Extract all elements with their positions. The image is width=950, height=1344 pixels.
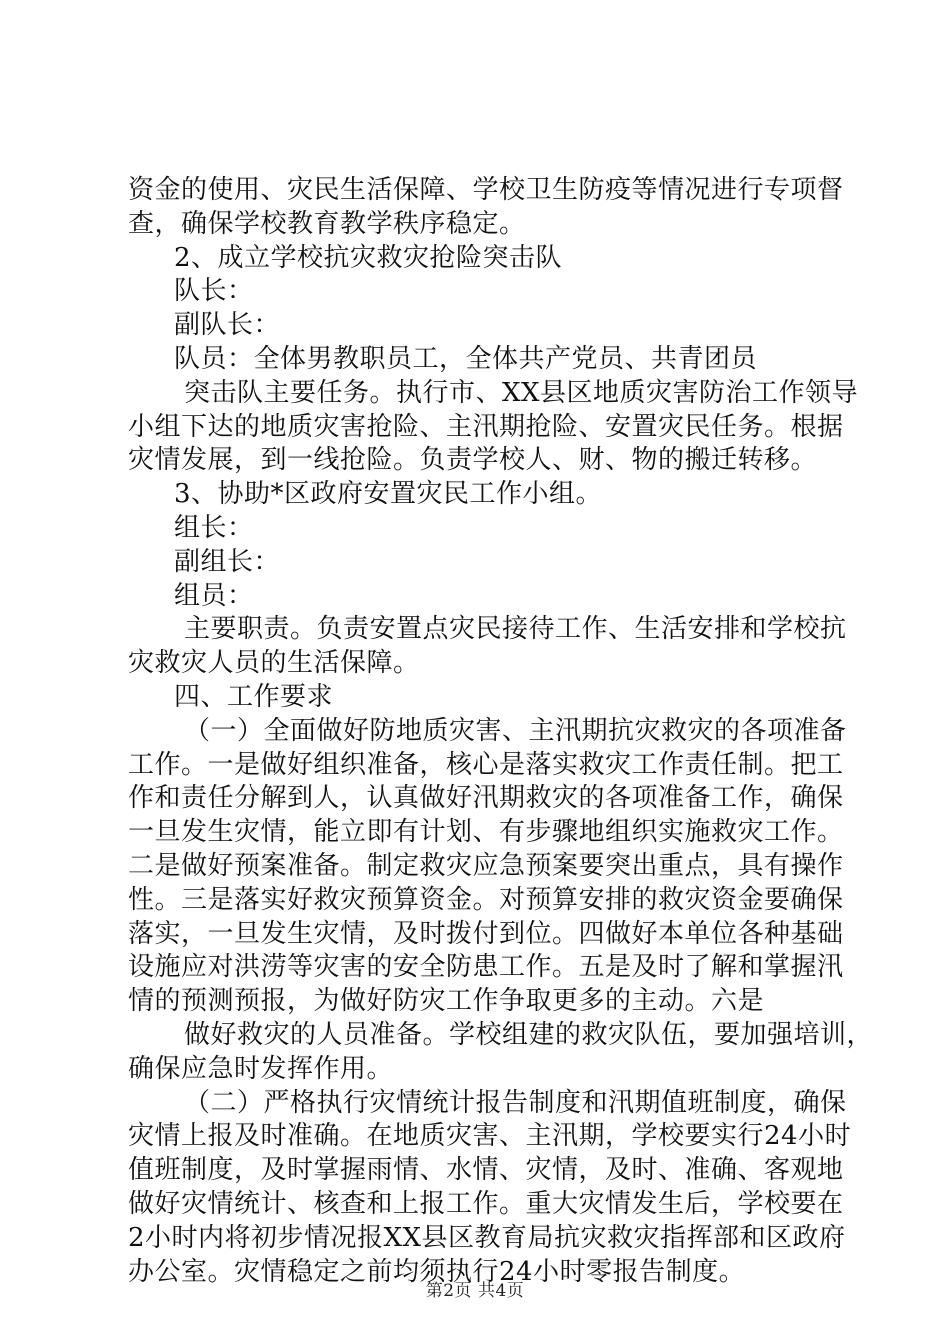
text-line: 组长： — [174, 512, 254, 543]
text-line: 做好救灾的人员准备。学校组建的救灾队伍，要加强培训， — [184, 1019, 874, 1050]
text-line: 确保应急时发挥作用。 — [128, 1053, 394, 1084]
text-line: 突击队主要任务。执行市、XX县区地质灾害防治工作领导 — [184, 377, 859, 408]
text-line: 灾情发展，到一线抢险。负责学校人、财、物的搬迁转移。 — [128, 445, 818, 476]
text-line: 灾救灾人员的生活保障。 — [128, 648, 420, 679]
section-heading: 3、协助*区政府安置灾民工作小组。 — [174, 479, 603, 510]
text-line: 值班制度，及时掌握雨情、水情、灾情，及时、准确、客观地 — [128, 1155, 844, 1186]
document-body — [128, 174, 874, 1289]
text-line: 2小时内将初步情况报XX县区教育局抗灾救灾指挥部和区政府 — [128, 1222, 846, 1253]
text-line: 落实，一旦发生灾情，及时拨付到位。四做好本单位各种基础 — [128, 918, 844, 949]
text-line: 副组长： — [174, 546, 281, 577]
text-line: 办公室。灾情稳定之前均须执行24小时零报告制度。 — [128, 1256, 746, 1287]
text-line: 一旦发生灾情，能立即有计划、有步骤地组织实施救灾工作。 — [128, 817, 844, 848]
text-line: 灾情上报及时准确。在地质灾害、主汛期，学校要实行24小时 — [128, 1121, 852, 1152]
page-number-footer: 第2页 共4页 — [425, 1281, 525, 1301]
text-line: 查，确保学校教育教学秩序稳定。 — [128, 208, 526, 239]
text-line: （二）严格执行灾情统计报告制度和汛期值班制度，确保 — [184, 1087, 847, 1118]
text-line: 组员： — [174, 580, 254, 611]
text-line: （一）全面做好防地质灾害、主汛期抗灾救灾的各项准备 — [184, 715, 847, 746]
text-line: 设施应对洪涝等灾害的安全防患工作。五是及时了解和掌握汛 — [128, 952, 844, 983]
text-line: 小组下达的地质灾害抢险、主汛期抢险、安置灾民任务。根据 — [128, 411, 844, 442]
text-line: 队长： — [174, 276, 254, 307]
text-line: 性。三是落实好救灾预算资金。对预算安排的救灾资金要确保 — [128, 884, 844, 915]
text-line: 主要职责。负责安置点灾民接待工作、生活安排和学校抗 — [184, 614, 847, 645]
text-line: 二是做好预案准备。制定救灾应急预案要突出重点，具有操作 — [128, 850, 844, 881]
section-heading: 四、工作要求 — [174, 681, 334, 712]
text-line: 做好灾情统计、核查和上报工作。重大灾情发生后，学校要在 — [128, 1188, 844, 1219]
section-heading: 2、成立学校抗灾救灾抢险突击队 — [174, 242, 563, 273]
text-line: 副队长： — [174, 310, 281, 341]
text-line: 工作。一是做好组织准备，核心是落实救灾工作责任制。把工 — [128, 749, 844, 780]
text-line: 队员：全体男教职员工，全体共产党员、共青团员 — [174, 343, 758, 374]
text-line: 作和责任分解到人，认真做好汛期救灾的各项准备工作，确保 — [128, 783, 844, 814]
text-line: 资金的使用、灾民生活保障、学校卫生防疫等情况进行专项督 — [128, 175, 844, 205]
text-line: 情的预测预报，为做好防灾工作争取更多的主动。六是 — [128, 986, 765, 1017]
